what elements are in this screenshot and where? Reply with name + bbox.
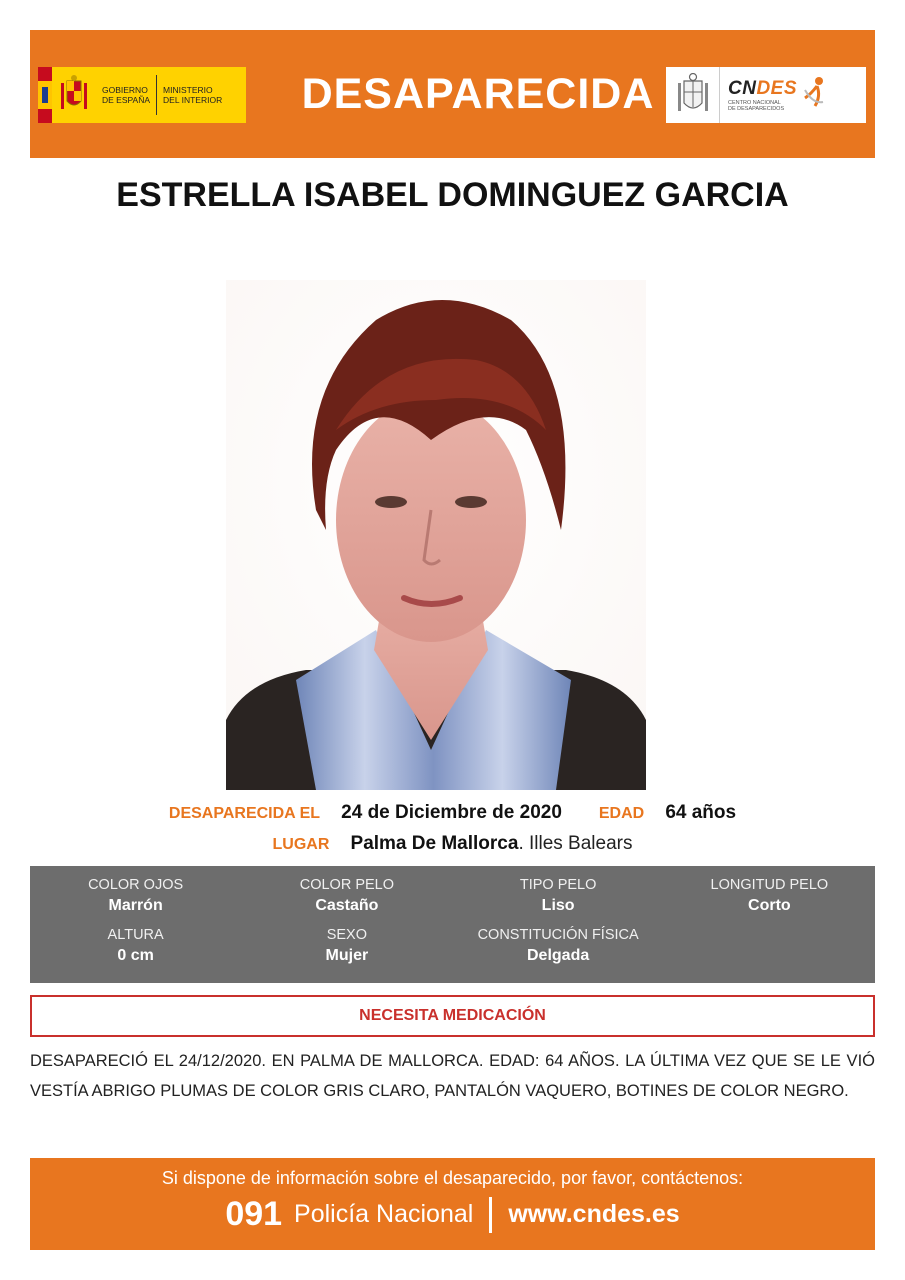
age-label: EDAD [598,805,645,822]
place-city: Palma De Mallorca [350,833,519,854]
place-region: . Illes Balears [518,833,633,854]
attribute-label: ALTURA [107,926,164,943]
ministry-label: MINISTERIO DEL INTERIOR [163,85,223,105]
missing-person-photo [226,280,646,790]
medication-alert: NECESITA MEDICACIÓN [30,995,875,1037]
attribute-value: 0 cm [117,946,154,964]
attribute-item [30,876,241,926]
attribute-value: Mujer [325,946,369,964]
missing-date-label: DESAPARECIDA EL [168,805,321,822]
missing-date-line [0,802,905,824]
poster-title: DESAPARECIDA [301,70,655,118]
contact-line [30,1195,875,1234]
missing-person-name: ESTRELLA ISABEL DOMINGUEZ GARCIA [116,176,789,214]
attribute-label: CONSTITUCIÓN FÍSICA [477,926,639,943]
attribute-item [30,926,241,976]
attribute-item [453,876,664,926]
attribute-label: COLOR PELO [299,877,395,893]
running-figure-icon [801,76,827,115]
attribute-value: Corto [748,897,791,914]
cndes-logo [666,67,866,123]
attribute-value: Castaño [315,897,379,914]
coat-of-arms-icon [666,67,720,123]
spain-coat-of-arms-icon [52,67,96,123]
divider [489,1197,492,1233]
attribute-item [241,876,452,926]
attribute-label: COLOR OJOS [88,877,184,893]
attribute-value: Marrón [108,897,163,914]
phone-number: 091 [225,1195,283,1233]
attribute-label: TIPO PELO [519,877,597,893]
attribute-value: Delgada [527,946,590,964]
age-value: 64 años [665,802,737,823]
agency-name: Policía Nacional [294,1200,474,1228]
cndes-wordmark: CNDES CENTRO NACIONAL DE DESAPARECIDOS [728,78,798,112]
flag-stripe [38,67,52,123]
attribute-label: LONGITUD PELO [710,877,829,893]
attributes-panel [30,866,875,983]
government-label: GOBIERNO DE ESPAÑA [102,85,151,105]
header-banner [30,30,875,158]
government-logo [38,67,246,123]
attribute-value: Liso [541,897,575,914]
attribute-item [241,926,452,976]
contact-request: Si dispone de información sobre el desaparecido, por favor, contáctenos: [161,1168,744,1188]
contact-footer [30,1158,875,1250]
website-link: www.cndes.es [508,1200,680,1228]
description-text: DESAPARECIÓ EL 24/12/2020. EN PALMA DE MALLORCA. EDAD: 64 AÑOS. LA ÚLTIMA VEZ QUE SE LE VIÓ VESTÍA ABRIGO PLUMAS DE COLOR GRIS CLARO, PANTALÓN VAQUERO, BOTINES DE COLOR NEGRO. [30,1052,875,1100]
place-label: LUGAR [272,836,330,853]
attribute-item [453,926,664,976]
missing-date-value: 24 de Diciembre de 2020 [341,802,562,823]
attribute-item [664,876,875,926]
attribute-label: SEXO [326,926,368,943]
place-line [0,833,905,855]
